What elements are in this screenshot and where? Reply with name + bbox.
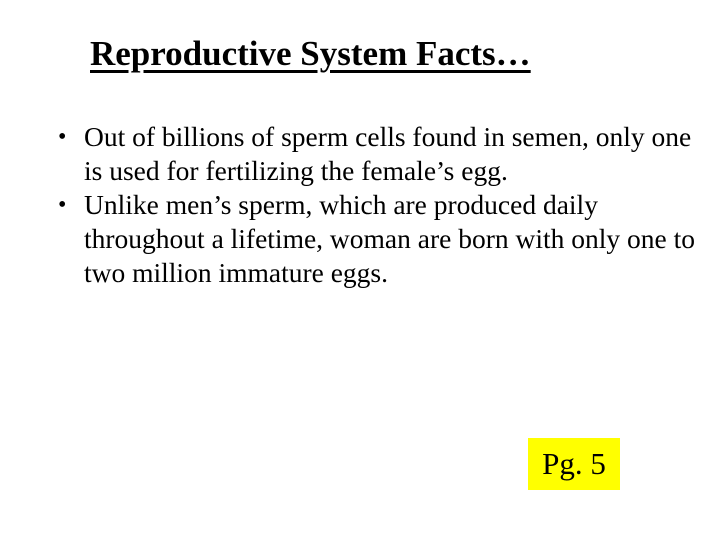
bullet-marker: • — [58, 124, 67, 150]
slide-title: Reproductive System Facts… — [90, 34, 531, 73]
bullet-list — [56, 120, 696, 290]
bullet-marker: • — [58, 192, 67, 218]
bullet-text: Out of billions of sperm cells found in semen, only one is used for fertilizing the female’s egg. — [84, 121, 692, 186]
bullet-text: Unlike men’s sperm, which are produced daily throughout a lifetime, woman are born with only one to two million immature eggs. — [84, 189, 695, 288]
page-number-badge: Pg. 5 — [528, 438, 620, 490]
bullet-item — [56, 188, 696, 290]
bullet-item — [56, 120, 696, 188]
